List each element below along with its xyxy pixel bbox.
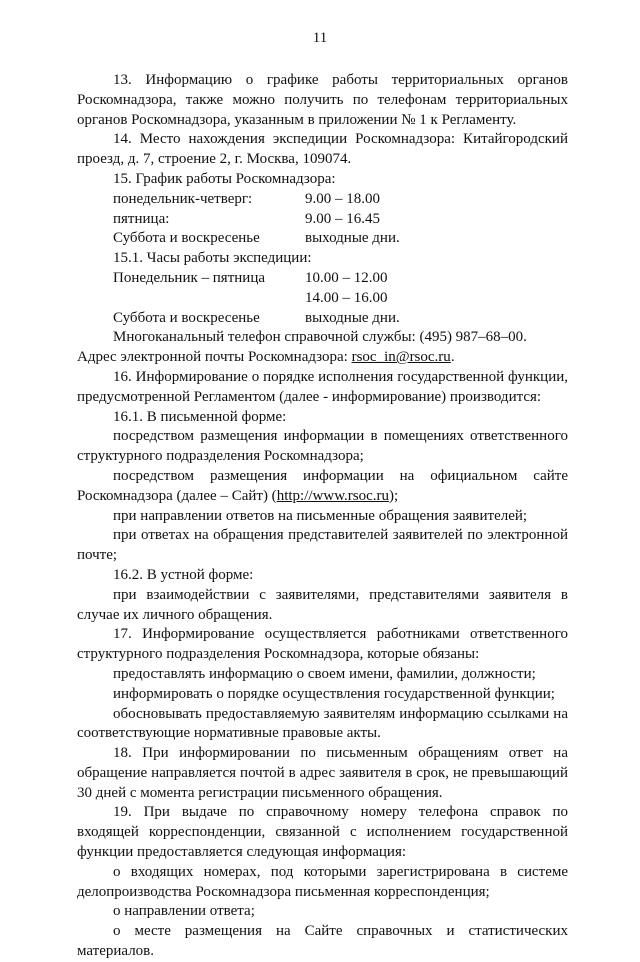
document-body <box>77 71 568 962</box>
email-suffix: . <box>450 349 455 366</box>
schedule-days: пятница: <box>113 210 170 227</box>
paragraph-16-1-b <box>77 467 568 507</box>
site-prefix: посредством размещения информации на официальном сайте Роскомнадзора (далее – Сайт) ( <box>77 467 568 504</box>
schedule-row <box>77 229 568 249</box>
schedule-row <box>77 210 568 230</box>
schedule-days: понедельник-четверг: <box>113 190 253 207</box>
paragraph-17-b: информировать о порядке осуществления государственной функции; <box>113 685 555 702</box>
site-link[interactable]: http://www.rsoc.ru <box>276 487 390 504</box>
paragraph-16-1: 16.1. В письменной форме: <box>113 408 287 425</box>
expedition-row <box>77 269 568 289</box>
expedition-hours: 14.00 – 16.00 <box>305 289 388 306</box>
paragraph-19-c: о месте размещения на Сайте справочных и статистических материалов. <box>77 923 568 960</box>
expedition-hours: выходные дни. <box>305 309 400 326</box>
paragraph-16-2-a: при взаимодействии с заявителями, представителями заявителя в случае их личного обращения. <box>77 586 568 623</box>
schedule-row <box>77 190 568 210</box>
paragraph-15-1-heading: 15.1. Часы работы экспедиции: <box>113 250 312 267</box>
paragraph-19-a: о входящих номерах, под которыми зарегистрирована в системе делопроизводства Роскомнадзора письменная корреспонденция; <box>77 863 568 900</box>
schedule-hours: 9.00 – 16.45 <box>305 210 380 227</box>
paragraph-16-1-a: посредством размещения информации в помещениях ответственного структурного подразделения Роскомнадзора; <box>77 428 568 465</box>
email-line <box>77 348 568 368</box>
email-link[interactable]: rsoc_in@rsoc.ru <box>351 349 451 366</box>
paragraph-16-1-c: при направлении ответов на письменные обращения заявителей; <box>113 507 528 524</box>
email-prefix: Адрес электронной почты Роскомнадзора: <box>77 349 352 366</box>
schedule-hours: выходные дни. <box>305 230 400 247</box>
schedule-hours: 9.00 – 18.00 <box>305 190 380 207</box>
paragraph-19: 19. При выдаче по справочному номеру телефона справок по входящей корреспонденции, связанной с исполнением государственной функции предоставляется следующая информация: <box>77 804 568 861</box>
site-suffix: ); <box>389 487 399 504</box>
paragraph-19-b: о направлении ответа; <box>113 903 255 920</box>
expedition-days: Понедельник – пятница <box>113 269 265 286</box>
expedition-row <box>77 309 568 329</box>
paragraph-13: 13. Информацию о графике работы территориальных органов Роскомнадзора, также можно получить по телефонам территориальных органов Роскомнадзора, указанным в приложении № 1 к Регламенту. <box>77 72 568 128</box>
paragraph-16-1-d: при ответах на обращения представителей заявителей по электронной почте; <box>77 527 568 564</box>
expedition-row <box>77 289 568 309</box>
paragraph-16-2: 16.2. В устной форме: <box>113 566 254 583</box>
paragraph-16: 16. Информирование о порядке исполнения государственной функции, предусмотренной Регламентом (далее - информирование) производится: <box>77 368 568 405</box>
paragraph-14: 14. Место нахождения экспедиции Роскомнадзора: Китайгородский проезд, д. 7, строение 2, г. Москва, 109074. <box>77 131 568 168</box>
schedule-days: Суббота и воскресенье <box>113 230 260 247</box>
paragraph-15-heading: 15. График работы Роскомнадзора: <box>113 170 336 187</box>
paragraph-17: 17. Информирование осуществляется работниками ответственного структурного подразделения Роскомнадзора, которые обязаны: <box>77 626 568 663</box>
phone-line: Многоканальный телефон справочной службы: (495) 987–68–00. <box>113 329 527 346</box>
paragraph-17-a: предоставлять информацию о своем имени, фамилии, должности; <box>113 665 536 682</box>
expedition-hours: 10.00 – 12.00 <box>305 269 388 286</box>
paragraph-17-c: обосновывать предоставляемую заявителям информацию ссылками на соответствующие нормативные правовые акты. <box>77 705 568 742</box>
paragraph-18: 18. При информировании по письменным обращениям ответ на обращение направляется почтой в адрес заявителя в срок, не превышающий 30 дней с момента регистрации письменного обращения. <box>77 745 568 801</box>
page-number: 11 <box>312 30 328 46</box>
expedition-days: Суббота и воскресенье <box>113 309 260 326</box>
